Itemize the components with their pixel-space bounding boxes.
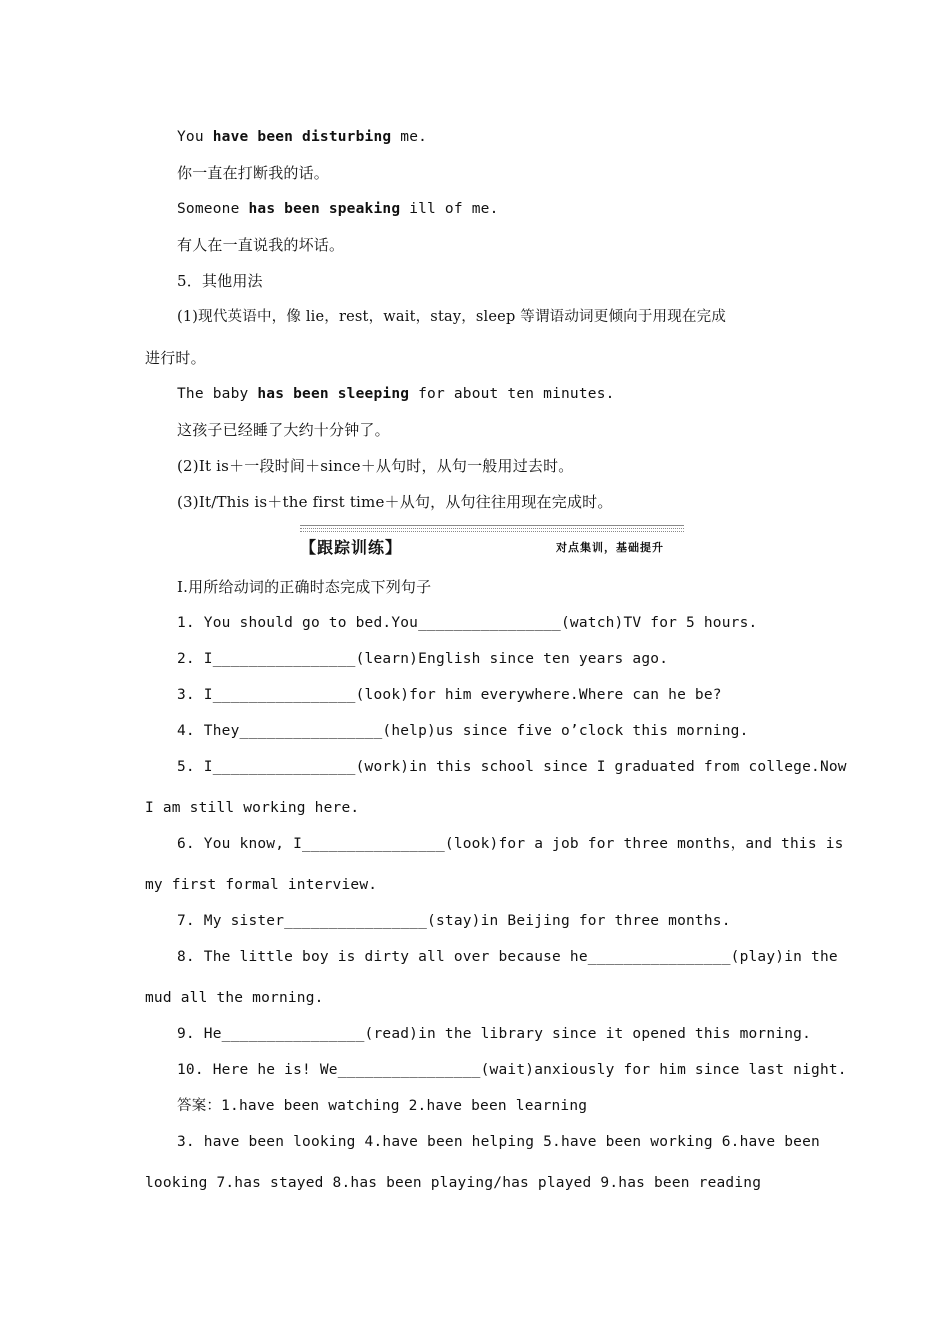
bold-phrase: has been sleeping [257,386,410,402]
example-sentence-1 [0,127,950,147]
bold-phrase: have been disturbing [212,129,392,145]
text: Someone [177,201,249,217]
banner-subtitle: 对点集训，基础提升 [556,541,664,554]
text: The baby [177,386,258,402]
exercise-instruction: Ⅰ.用所给动词的正确时态完成下列句子 [177,578,432,596]
banner-rule [300,525,684,526]
banner-rule [300,531,684,532]
bold-phrase: has been speaking [248,201,401,217]
exercise-item: 5. I________________(work)in this school since I graduated from college.Now [177,759,847,775]
exercise-item: 8. The little boy is dirty all over because he________________(play)in the [177,949,838,965]
text: ill of me. [400,201,499,217]
paragraph-2: (2)It is＋一段时间＋since＋从句时，从句一般用过去时。 [177,457,574,475]
paragraph-1-line-1: (1)现代英语中，像 lie，rest，wait，stay，sleep 等谓语动词更倾向于用现在完成 [177,309,727,325]
exercise-item: 7. My sister________________(stay)in Beijing for three months. [177,913,731,929]
answer-line-1: 答案：1.have been watching 2.have been learning [177,1098,588,1114]
example-translation-3: 这孩子已经睡了大约十分钟了。 [177,421,390,439]
banner-rule [300,528,684,529]
exercise-item: 3. I________________(look)for him everywhere.Where can he be? [177,687,722,703]
answer-line-2: 3. have been looking 4.have been helping 5.have been working 6.have been [177,1134,820,1150]
banner-title: 【跟踪训练】 [300,538,403,557]
text: for about ten minutes. [409,386,615,402]
example-translation-2: 有人在一直说我的坏话。 [177,236,345,254]
exercise-item: 4. They________________(help)us since five o’clock this morning. [177,723,749,739]
exercise-item: 6. You know, I________________(look)for a job for three months，and this is [177,836,844,852]
paragraph-1-line-2: 进行时。 [145,349,206,367]
example-translation-1: 你一直在打断我的话。 [177,164,330,182]
exercise-item: 9. He________________(read)in the library since it opened this morning. [177,1026,812,1042]
exercise-item: 10. Here he is! We________________(wait)anxiously for him since last night. [177,1062,847,1078]
exercise-item-continued: I am still working here. [145,800,360,816]
exercise-item-continued: mud all the morning. [145,990,324,1006]
answer-line-3: looking 7.has stayed 8.has been playing/has played 9.has been reading [145,1175,762,1191]
section-banner [300,525,684,561]
example-sentence-2 [0,199,950,219]
exercise-item: 2. I________________(learn)English since ten years ago. [177,651,669,667]
text: You [177,129,213,145]
text: me. [391,129,428,145]
exercise-item: 1. You should go to bed.You________________(watch)TV for 5 hours. [177,615,758,631]
paragraph-3: (3)It/This is＋the first time＋从句，从句往往用现在完成时。 [177,493,613,511]
example-sentence-3 [0,384,950,404]
exercise-item-continued: my first formal interview. [145,877,378,893]
section-heading: 5．其他用法 [177,272,263,290]
